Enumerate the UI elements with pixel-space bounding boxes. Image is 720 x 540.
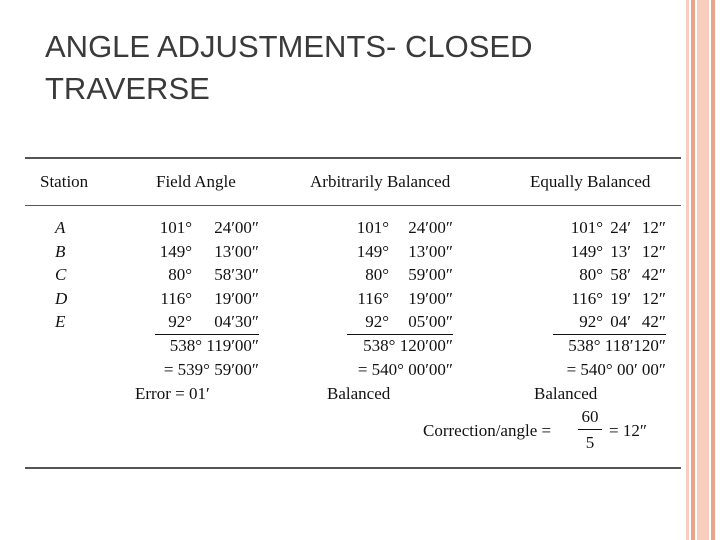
field-minutes-seconds: 58′30″ (214, 265, 259, 284)
equal-minutes: 58′ (610, 265, 631, 284)
equal-sum: 538° 118′120″ (568, 336, 666, 355)
field-degrees: 80° (168, 265, 192, 284)
field-sum: 538° 119′00″ (169, 336, 259, 355)
header-equally-balanced: Equally Balanced (530, 172, 651, 191)
angle-adjustment-table-figure (25, 152, 685, 472)
fraction-bar (578, 429, 602, 430)
header-field-angle: Field Angle (156, 172, 236, 191)
equal-minutes: 13′ (610, 241, 631, 261)
field-minutes-seconds: 19′00″ (214, 288, 259, 308)
field-degrees: 92° (168, 312, 192, 331)
arbitrary-balanced-note: Balanced (327, 384, 391, 403)
equal-degrees: 92° (579, 312, 603, 331)
equal-seconds: 42″ (641, 312, 666, 331)
field-degrees: 116° (160, 288, 192, 308)
arbitrary-minutes-seconds: 59′00″ (408, 265, 453, 284)
field-minutes-seconds: 13′00″ (214, 241, 259, 261)
header-station: Station (40, 172, 89, 191)
arbitrary-minutes-seconds: 24′00″ (408, 218, 453, 237)
arbitrary-sum-line (347, 334, 453, 335)
equal-seconds: 12″ (641, 241, 666, 261)
equal-degrees: 80° (579, 265, 603, 284)
correction-result: = 12″ (609, 421, 647, 440)
bottom-rule (25, 467, 681, 469)
equal-minutes: 04′ (610, 312, 631, 331)
arbitrary-sum: 538° 120′00″ (363, 336, 453, 355)
station-cell: A (55, 218, 66, 237)
equal-degrees: 116° (571, 288, 603, 308)
equal-total: = 540° 00′ 00″ (566, 360, 666, 379)
arbitrary-degrees: 149° (356, 241, 389, 261)
equal-degrees: 101° (570, 218, 603, 237)
correction-denominator: 5 (585, 433, 595, 452)
arbitrary-degrees: 101° (356, 218, 389, 237)
station-cell: B (55, 241, 66, 261)
field-minutes-seconds: 24′00″ (214, 218, 259, 237)
header-arbitrarily-balanced: Arbitrarily Balanced (310, 172, 451, 191)
arbitrary-degrees: 92° (365, 312, 389, 331)
equal-seconds: 12″ (641, 288, 666, 308)
field-degrees: 149° (159, 241, 192, 261)
equal-degrees: 149° (570, 241, 603, 261)
equal-balanced-note: Balanced (534, 384, 598, 403)
border-stripe (697, 0, 709, 540)
slide-title (45, 26, 665, 110)
border-stripe (711, 0, 715, 540)
equal-seconds: 42″ (641, 265, 666, 284)
title-line-2: TRAVERSE (45, 71, 210, 106)
equal-sum-line (553, 334, 666, 335)
equal-minutes: 24′ (610, 218, 631, 237)
decorative-right-border (686, 0, 720, 540)
arbitrary-minutes-seconds: 13′00″ (408, 241, 453, 261)
arbitrary-degrees: 80° (365, 265, 389, 284)
header-rule (25, 205, 681, 206)
arbitrary-total: = 540° 00′00″ (357, 360, 453, 379)
field-total: = 539° 59′00″ (163, 360, 259, 379)
field-degrees: 101° (159, 218, 192, 237)
border-stripe (686, 0, 689, 540)
arbitrary-degrees: 116° (357, 288, 389, 308)
field-sum-line (155, 334, 259, 335)
equal-seconds: 12″ (641, 218, 666, 237)
correction-numerator: 60 (581, 407, 599, 426)
border-stripe (691, 0, 695, 540)
station-cell: C (55, 265, 67, 284)
top-rule (25, 157, 681, 159)
arbitrary-minutes-seconds: 05′00″ (408, 312, 453, 331)
station-cell: D (55, 288, 68, 308)
equal-minutes: 19′ (610, 288, 631, 308)
field-error-note: Error = 01′ (135, 384, 210, 403)
station-cell: E (55, 312, 66, 331)
arbitrary-minutes-seconds: 19′00″ (408, 288, 453, 308)
field-minutes-seconds: 04′30″ (214, 312, 259, 331)
correction-label: Correction/angle = (423, 421, 552, 440)
title-line-1: ANGLE ADJUSTMENTS- CLOSED (45, 29, 533, 64)
